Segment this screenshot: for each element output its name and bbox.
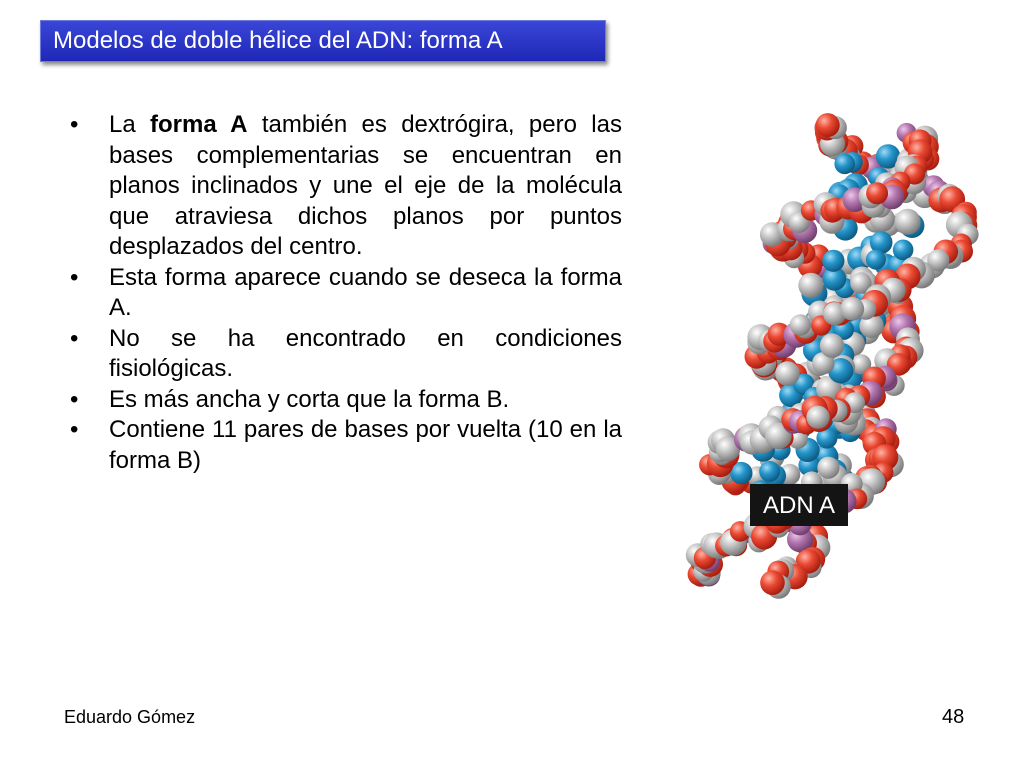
- atom-sphere: [817, 457, 839, 479]
- atom-sphere: [893, 240, 914, 261]
- footer-author: Eduardo Gómez: [64, 707, 196, 727]
- atom-sphere: [841, 297, 865, 321]
- atom-sphere: [822, 250, 844, 272]
- bullet-text: Esta forma aparece cuando se deseca la forma A.: [109, 263, 622, 321]
- atom-sphere: [834, 154, 855, 175]
- atom-sphere: [798, 273, 823, 298]
- atom-sphere: [806, 406, 829, 429]
- bullet-text: Contiene 11 pares de bases por vuelta (10 en la forma B): [109, 416, 622, 474]
- bullet-dot: •: [70, 263, 79, 291]
- bullet-dot: •: [70, 416, 79, 443]
- bullet-dot: •: [70, 111, 79, 138]
- bullet-item: [70, 385, 622, 416]
- figure-label-box: [750, 484, 848, 526]
- bullet-list: [70, 110, 622, 476]
- atom-sphere: [866, 182, 888, 204]
- adn-a-molecule-model: [660, 112, 990, 612]
- figure-label: ADN A: [762, 492, 836, 519]
- atom-sphere: [790, 314, 811, 335]
- page-number: 48: [942, 706, 965, 728]
- bullet-item: [70, 263, 622, 324]
- slide-title-bar: [40, 20, 606, 62]
- bullet-dot: •: [70, 385, 79, 413]
- bullet-text: también es dextrógira, pero las bases complementarias se encuentran en planos inclinados y une el eje de la molécula que atraviesa dichos planos por puntos desplazados del centro.: [109, 111, 622, 260]
- atom-sphere: [760, 570, 785, 595]
- atom-sphere: [820, 333, 844, 357]
- atom-sphere: [816, 113, 840, 137]
- bullet-dot: •: [70, 324, 79, 352]
- atom-sphere: [775, 361, 800, 386]
- atom-sphere: [866, 250, 886, 270]
- bullet-item: [70, 415, 622, 476]
- atom-sphere: [759, 461, 780, 482]
- slide-title: Modelos de doble hélice del ADN: forma A: [53, 27, 503, 54]
- bullet-bold-term: forma A: [150, 111, 248, 138]
- atom-sphere: [895, 209, 921, 235]
- bullet-item: [70, 110, 622, 263]
- bullet-text: No se ha encontrado en condiciones fisiológicas.: [109, 324, 622, 382]
- bullet-text: Es más ancha y corta que la forma B.: [109, 385, 510, 413]
- bullet-text-prefix: La: [109, 111, 151, 138]
- bullet-item: [70, 324, 622, 385]
